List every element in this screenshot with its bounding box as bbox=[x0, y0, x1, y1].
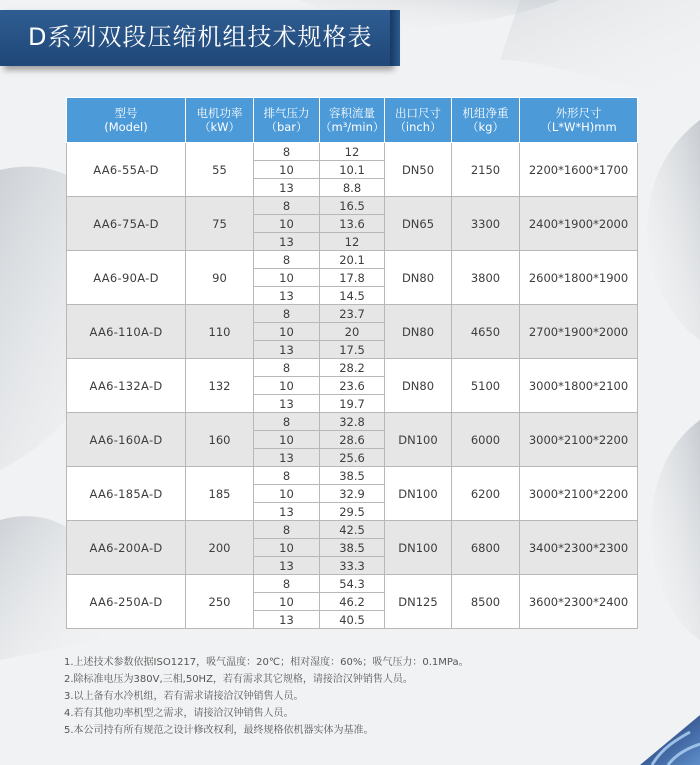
header-unit: （inch） bbox=[394, 120, 442, 134]
flow-cell: 16.5 bbox=[320, 197, 385, 215]
pressure-cell: 13 bbox=[254, 341, 320, 359]
dims-cell: 3000*1800*2100 bbox=[520, 359, 638, 413]
pressure-cell: 13 bbox=[254, 449, 320, 467]
dims-cell: 2400*1900*2000 bbox=[520, 197, 638, 251]
pressure-cell: 10 bbox=[254, 269, 320, 287]
flow-cell: 17.8 bbox=[320, 269, 385, 287]
model-cell: AA6-90A-D bbox=[67, 251, 186, 305]
pressure-cell: 10 bbox=[254, 485, 320, 503]
weight-cell: 8500 bbox=[452, 575, 520, 629]
header-label: 外形尺寸 bbox=[555, 106, 602, 120]
flow-cell: 32.8 bbox=[320, 413, 385, 431]
pressure-cell: 13 bbox=[254, 557, 320, 575]
flow-cell: 14.5 bbox=[320, 287, 385, 305]
table-row bbox=[67, 413, 638, 431]
flow-cell: 20.1 bbox=[320, 251, 385, 269]
power-cell: 55 bbox=[186, 143, 254, 197]
pressure-cell: 8 bbox=[254, 413, 320, 431]
header-power bbox=[186, 98, 254, 143]
header-unit: （m³/min） bbox=[320, 120, 385, 134]
header-label: 型号 bbox=[114, 106, 138, 120]
weight-cell: 5100 bbox=[452, 359, 520, 413]
outlet-cell: DN125 bbox=[385, 575, 452, 629]
flow-cell: 29.5 bbox=[320, 503, 385, 521]
table-row bbox=[67, 359, 638, 377]
spec-table bbox=[66, 97, 638, 629]
power-cell: 75 bbox=[186, 197, 254, 251]
header-unit: （kg） bbox=[467, 120, 504, 134]
flow-cell: 12 bbox=[320, 143, 385, 161]
screw-rotor-graphic bbox=[640, 715, 700, 765]
model-cell: AA6-55A-D bbox=[67, 143, 186, 197]
header-unit: (Model) bbox=[104, 120, 148, 134]
model-cell: AA6-250A-D bbox=[67, 575, 186, 629]
table-row bbox=[67, 251, 638, 269]
model-cell: AA6-185A-D bbox=[67, 467, 186, 521]
footnote-2: 2.除标准电压为380V,三相,50HZ，若有需求其它规格，请接洽汉钟销售人员。 bbox=[64, 674, 413, 685]
weight-cell: 6000 bbox=[452, 413, 520, 467]
header-unit: （kW） bbox=[198, 120, 241, 134]
flow-cell: 28.6 bbox=[320, 431, 385, 449]
table-header-row bbox=[67, 98, 638, 143]
model-cell: AA6-160A-D bbox=[67, 413, 186, 467]
weight-cell: 6200 bbox=[452, 467, 520, 521]
flow-cell: 25.6 bbox=[320, 449, 385, 467]
flow-cell: 20 bbox=[320, 323, 385, 341]
model-cell: AA6-75A-D bbox=[67, 197, 186, 251]
header-label: 容积流量 bbox=[329, 106, 375, 120]
pressure-cell: 10 bbox=[254, 593, 320, 611]
title-banner bbox=[0, 10, 390, 66]
pressure-cell: 10 bbox=[254, 323, 320, 341]
flow-cell: 12 bbox=[320, 233, 385, 251]
pressure-cell: 8 bbox=[254, 143, 320, 161]
model-cell: AA6-132A-D bbox=[67, 359, 186, 413]
weight-cell: 4650 bbox=[452, 305, 520, 359]
power-cell: 200 bbox=[186, 521, 254, 575]
table-row bbox=[67, 575, 638, 593]
dims-cell: 2700*1900*2000 bbox=[520, 305, 638, 359]
flow-cell: 10.1 bbox=[320, 161, 385, 179]
pressure-cell: 10 bbox=[254, 215, 320, 233]
dims-cell: 2200*1600*1700 bbox=[520, 143, 638, 197]
header-weight bbox=[452, 98, 520, 143]
header-unit: （bar） bbox=[265, 120, 308, 134]
pressure-cell: 10 bbox=[254, 377, 320, 395]
pressure-cell: 10 bbox=[254, 539, 320, 557]
power-cell: 90 bbox=[186, 251, 254, 305]
pressure-cell: 8 bbox=[254, 467, 320, 485]
weight-cell: 2150 bbox=[452, 143, 520, 197]
header-pressure bbox=[254, 98, 320, 143]
flow-cell: 32.9 bbox=[320, 485, 385, 503]
dims-cell: 3000*2100*2200 bbox=[520, 467, 638, 521]
pressure-cell: 13 bbox=[254, 611, 320, 629]
footnote-1: 1.上述技术参数依据ISO1217，吸气温度：20℃；相对湿度：60%；吸气压力：0.1MPa。 bbox=[64, 657, 469, 668]
weight-cell: 3300 bbox=[452, 197, 520, 251]
pressure-cell: 13 bbox=[254, 395, 320, 413]
outlet-cell: DN100 bbox=[385, 521, 452, 575]
table-row bbox=[67, 467, 638, 485]
flow-cell: 23.6 bbox=[320, 377, 385, 395]
outlet-cell: DN80 bbox=[385, 359, 452, 413]
pressure-cell: 8 bbox=[254, 521, 320, 539]
outlet-cell: DN100 bbox=[385, 413, 452, 467]
model-cell: AA6-200A-D bbox=[67, 521, 186, 575]
power-cell: 250 bbox=[186, 575, 254, 629]
banner-fold bbox=[390, 10, 400, 66]
footnote-5: 5.本公司持有所有规范之设计修改权利，最终规格依机器实体为基准。 bbox=[64, 725, 374, 736]
header-unit: （L*W*H)mm bbox=[540, 120, 617, 134]
outlet-cell: DN80 bbox=[385, 305, 452, 359]
page-title: D系列双段压缩机组技术规格表 bbox=[28, 23, 373, 51]
flow-cell: 54.3 bbox=[320, 575, 385, 593]
pressure-cell: 8 bbox=[254, 197, 320, 215]
flow-cell: 38.5 bbox=[320, 539, 385, 557]
table-row bbox=[67, 521, 638, 539]
dims-cell: 3600*2300*2400 bbox=[520, 575, 638, 629]
weight-cell: 3800 bbox=[452, 251, 520, 305]
dims-cell: 2600*1800*1900 bbox=[520, 251, 638, 305]
header-model bbox=[67, 98, 186, 143]
pressure-cell: 10 bbox=[254, 161, 320, 179]
table-row bbox=[67, 197, 638, 215]
header-dims bbox=[520, 98, 638, 143]
header-label: 电机功率 bbox=[196, 106, 243, 120]
flow-cell: 28.2 bbox=[320, 359, 385, 377]
header-label: 机组净重 bbox=[462, 106, 509, 120]
flow-cell: 23.7 bbox=[320, 305, 385, 323]
weight-cell: 6800 bbox=[452, 521, 520, 575]
pressure-cell: 10 bbox=[254, 431, 320, 449]
power-cell: 160 bbox=[186, 413, 254, 467]
outlet-cell: DN50 bbox=[385, 143, 452, 197]
pressure-cell: 13 bbox=[254, 287, 320, 305]
power-cell: 110 bbox=[186, 305, 254, 359]
power-cell: 132 bbox=[186, 359, 254, 413]
flow-cell: 42.5 bbox=[320, 521, 385, 539]
model-cell: AA6-110A-D bbox=[67, 305, 186, 359]
flow-cell: 38.5 bbox=[320, 467, 385, 485]
pressure-cell: 8 bbox=[254, 359, 320, 377]
header-label: 排气压力 bbox=[263, 106, 310, 120]
footnote-4: 4.若有其他功率机型之需求，请接洽汉钟销售人员。 bbox=[64, 708, 294, 719]
pressure-cell: 8 bbox=[254, 251, 320, 269]
flow-cell: 17.5 bbox=[320, 341, 385, 359]
pressure-cell: 13 bbox=[254, 233, 320, 251]
outlet-cell: DN100 bbox=[385, 467, 452, 521]
header-label: 出口尺寸 bbox=[395, 106, 441, 120]
pressure-cell: 13 bbox=[254, 503, 320, 521]
flow-cell: 19.7 bbox=[320, 395, 385, 413]
header-flow bbox=[320, 98, 385, 143]
flow-cell: 40.5 bbox=[320, 611, 385, 629]
flow-cell: 33.3 bbox=[320, 557, 385, 575]
outlet-cell: DN65 bbox=[385, 197, 452, 251]
dims-cell: 3400*2300*2300 bbox=[520, 521, 638, 575]
flow-cell: 46.2 bbox=[320, 593, 385, 611]
flow-cell: 13.6 bbox=[320, 215, 385, 233]
pressure-cell: 8 bbox=[254, 305, 320, 323]
footnotes bbox=[64, 654, 469, 739]
dims-cell: 3000*2100*2200 bbox=[520, 413, 638, 467]
header-outlet bbox=[385, 98, 452, 143]
table-body bbox=[67, 143, 638, 629]
table-row bbox=[67, 143, 638, 161]
outlet-cell: DN80 bbox=[385, 251, 452, 305]
footnote-3: 3.以上备有水冷机组，若有需求请接洽汉钟销售人员。 bbox=[64, 691, 304, 702]
pressure-cell: 8 bbox=[254, 575, 320, 593]
pressure-cell: 13 bbox=[254, 179, 320, 197]
table-row bbox=[67, 305, 638, 323]
flow-cell: 8.8 bbox=[320, 179, 385, 197]
power-cell: 185 bbox=[186, 467, 254, 521]
